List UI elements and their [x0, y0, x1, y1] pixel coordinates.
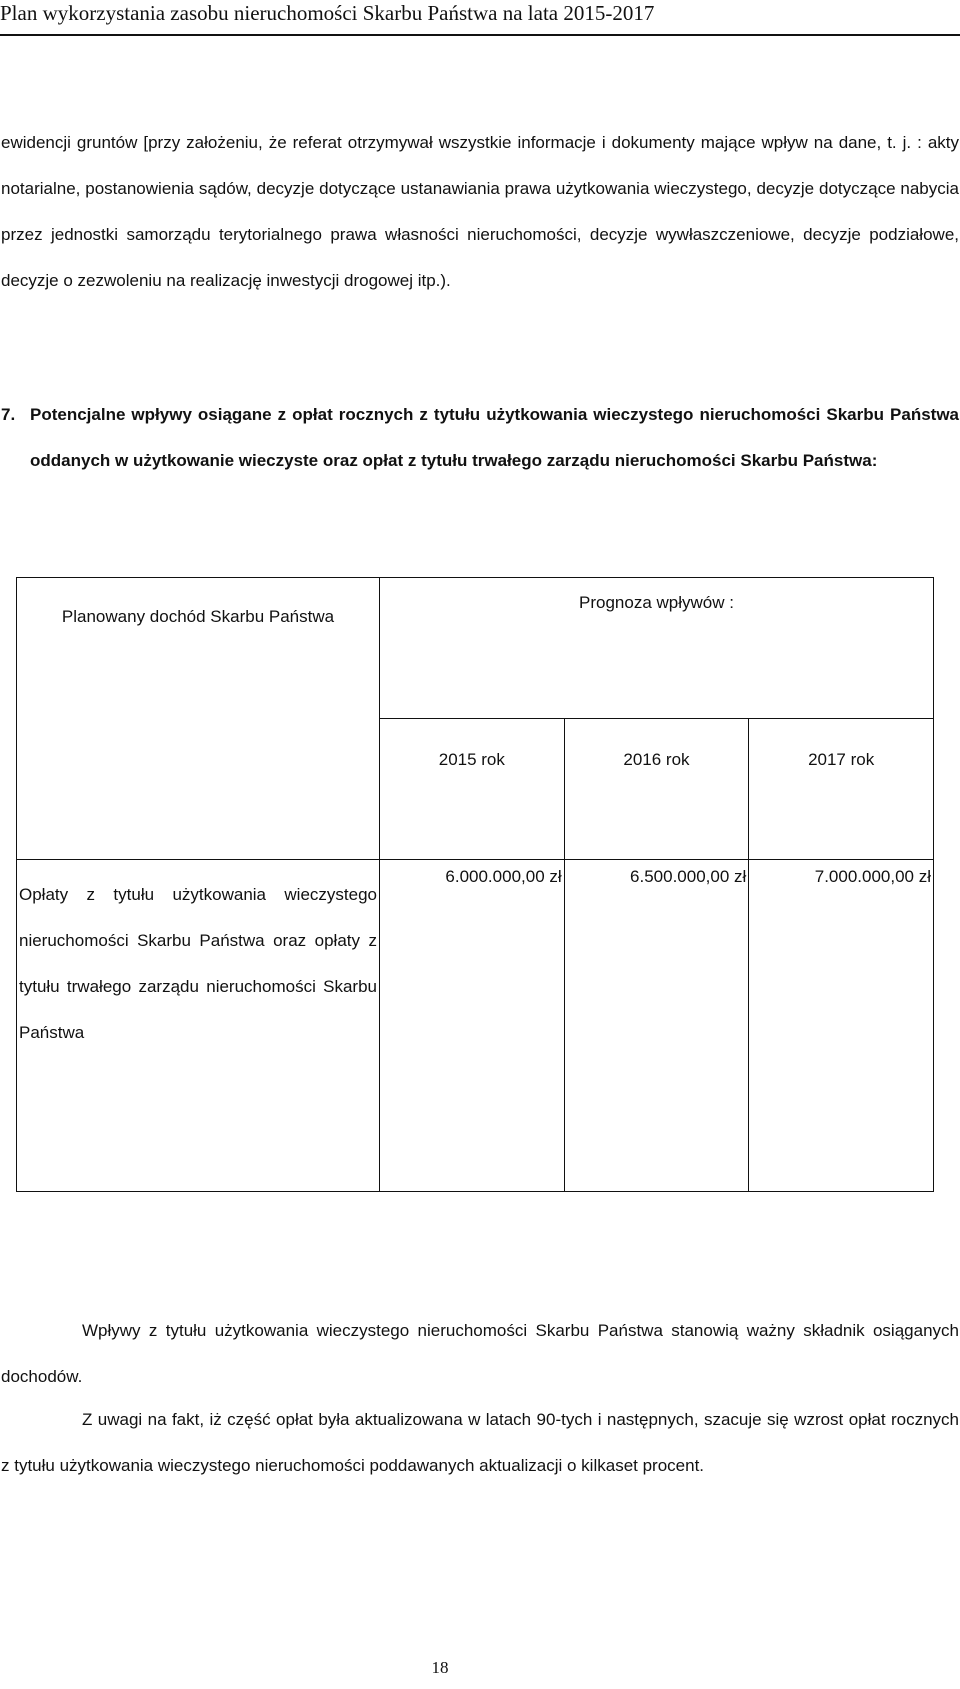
- section-title: Potencjalne wpływy osiągane z opłat rocznych z tytułu użytkowania wieczystego nieruchomości Skarbu Państwa oddanych w użytkowanie wieczyste oraz opłat z tytułu trwałego zarządu nieruchomości Skarbu Państwa:: [30, 405, 959, 470]
- table-year-label: 2017 rok: [808, 750, 875, 769]
- table-year-cell: [749, 719, 934, 860]
- table-row-label-cell: [17, 860, 380, 1192]
- table-value: 7.000.000,00 zł: [814, 867, 931, 886]
- table-value-cell: [564, 860, 749, 1192]
- section-number: 7.: [1, 405, 16, 424]
- page-header-title: Plan wykorzystania zasobu nieruchomości Skarbu Państwa na lata 2015-2017: [0, 1, 655, 25]
- table-value-cell: [380, 860, 565, 1192]
- table-row: [17, 860, 934, 1192]
- revenue-forecast-table: [16, 577, 934, 1192]
- page-number: 18: [431, 1658, 449, 1677]
- table-row-label: Opłaty z tytułu użytkowania wieczystego nieruchomości Skarbu Państwa oraz opłaty z tytułu trwałego zarządu nieruchomości Skarbu Państwa: [19, 885, 377, 1042]
- table-value-cell: [749, 860, 934, 1192]
- table-header-row: [17, 578, 934, 719]
- table-value: 6.500.000,00 zł: [630, 867, 747, 886]
- table-year-cell: [380, 719, 565, 860]
- table-header-cell-income: [17, 578, 380, 860]
- table-year-label: 2015 rok: [438, 750, 505, 769]
- outro-paragraph-1: Wpływy z tytułu użytkowania wieczystego nieruchomości Skarbu Państwa stanowią ważny składnik osiąganych dochodów.: [1, 1321, 959, 1386]
- header-divider: [0, 34, 960, 36]
- table-header-forecast-label: Prognoza wpływów :: [579, 593, 734, 612]
- intro-paragraph: ewidencji gruntów [przy założeniu, że referat otrzymywał wszystkie informacje i dokumenty mające wpływ na dane, t. j. : akty notarialne, postanowienia sądów, decyzje dotyczące ustanawiania prawa użytkowania wieczystego, decyzje dotyczące nabycia przez jednostki samorządu terytorialnego prawa własności nieruchomości, decyzje wywłaszczeniowe, decyzje podziałowe, decyzje o zezwoleniu na realizację inwestycji drogowej itp.).: [1, 133, 959, 290]
- table-value: 6.000.000,00 zł: [445, 867, 562, 886]
- table-header-income-label: Planowany dochód Skarbu Państwa: [61, 607, 335, 626]
- table-year-label: 2016 rok: [623, 750, 690, 769]
- table-year-cell: [564, 719, 749, 860]
- outro-paragraph-2: Z uwagi na fakt, iż część opłat była aktualizowana w latach 90-tych i następnych, szacuje się wzrost opłat rocznych z tytułu użytkowania wieczystego nieruchomości poddawanych aktualizacji o kilkaset procent.: [1, 1410, 959, 1475]
- table-header-cell-forecast: [380, 578, 934, 719]
- section-7-heading: [1, 392, 959, 484]
